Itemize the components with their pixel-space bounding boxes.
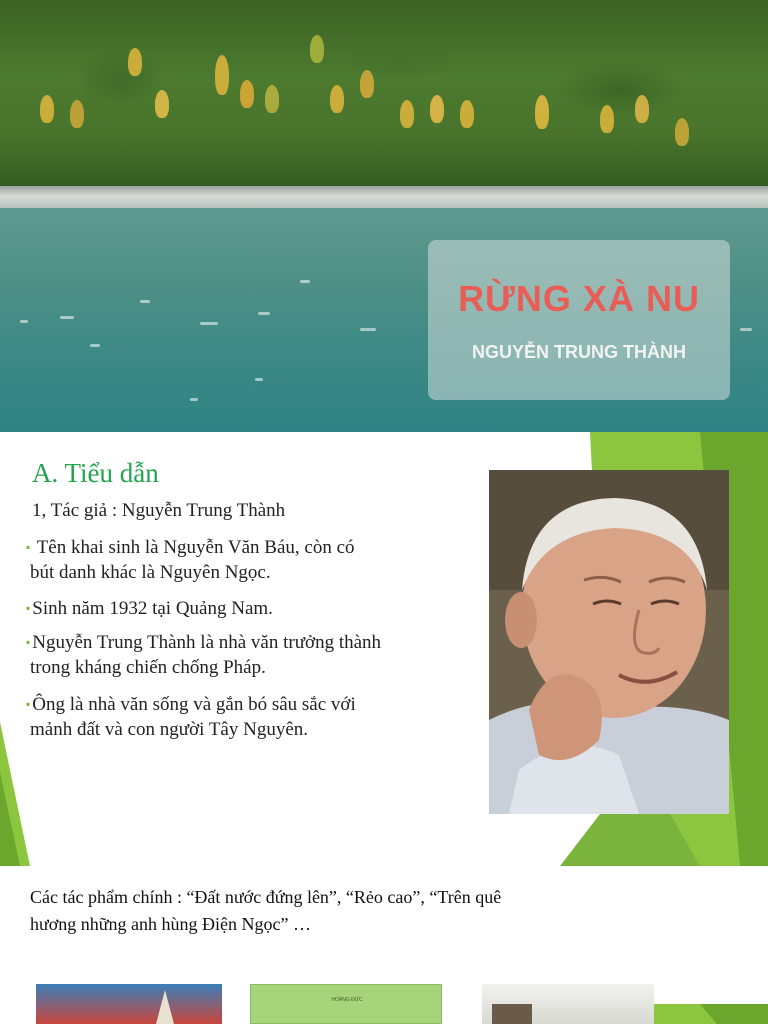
bullet-icon: ▪ bbox=[26, 635, 31, 649]
book-photo-image bbox=[482, 984, 654, 1024]
works-slide bbox=[0, 866, 768, 1024]
river-shore bbox=[0, 186, 768, 208]
bullet-icon: ▪ bbox=[26, 697, 31, 711]
book-cover-image bbox=[36, 984, 222, 1024]
title-box bbox=[428, 240, 730, 400]
bullet-item: ▪ Tên khai sinh là Nguyễn Văn Báu, còn có bbox=[26, 537, 355, 558]
bullet-item: ▪ Nguyễn Trung Thành là nhà văn trưởng thành bbox=[26, 632, 382, 653]
bullet-item-continued: trong kháng chiến chống Pháp. bbox=[30, 657, 266, 678]
book-author-label: HOÀNG ĐỨC bbox=[331, 997, 363, 1003]
bullet-item: ▪ Ông là nhà văn sống và gắn bó sâu sắc với bbox=[26, 694, 356, 715]
bullet-icon: ▪ bbox=[26, 540, 31, 554]
author-slide bbox=[0, 432, 768, 866]
title-slide bbox=[0, 0, 768, 432]
bullet-item-continued: bút danh khác là Nguyên Ngọc. bbox=[30, 562, 271, 583]
author-portrait-photo bbox=[489, 470, 729, 814]
lesson-title: RỪNG XÀ NU bbox=[458, 278, 700, 319]
bullet-icon: ▪ bbox=[26, 601, 31, 615]
bullet-item: ▪ Sinh năm 1932 tại Quảng Nam. bbox=[26, 598, 273, 619]
main-works-text: Các tác phẩm chính : “Đất nước đứng lên”, “Rẻo cao”, “Trên quê hương những anh hùng Điện Ngọc” … bbox=[30, 887, 502, 934]
section-heading: A. Tiểu dẫn bbox=[32, 458, 159, 488]
author-line: 1, Tác giả : Nguyễn Trung Thành bbox=[32, 500, 286, 521]
author-name: NGUYỄN TRUNG THÀNH bbox=[472, 342, 686, 362]
forest-hillside-image bbox=[0, 0, 768, 192]
bullet-item-continued: mảnh đất và con người Tây Nguyên. bbox=[30, 719, 309, 740]
book-cover-image bbox=[250, 984, 442, 1024]
